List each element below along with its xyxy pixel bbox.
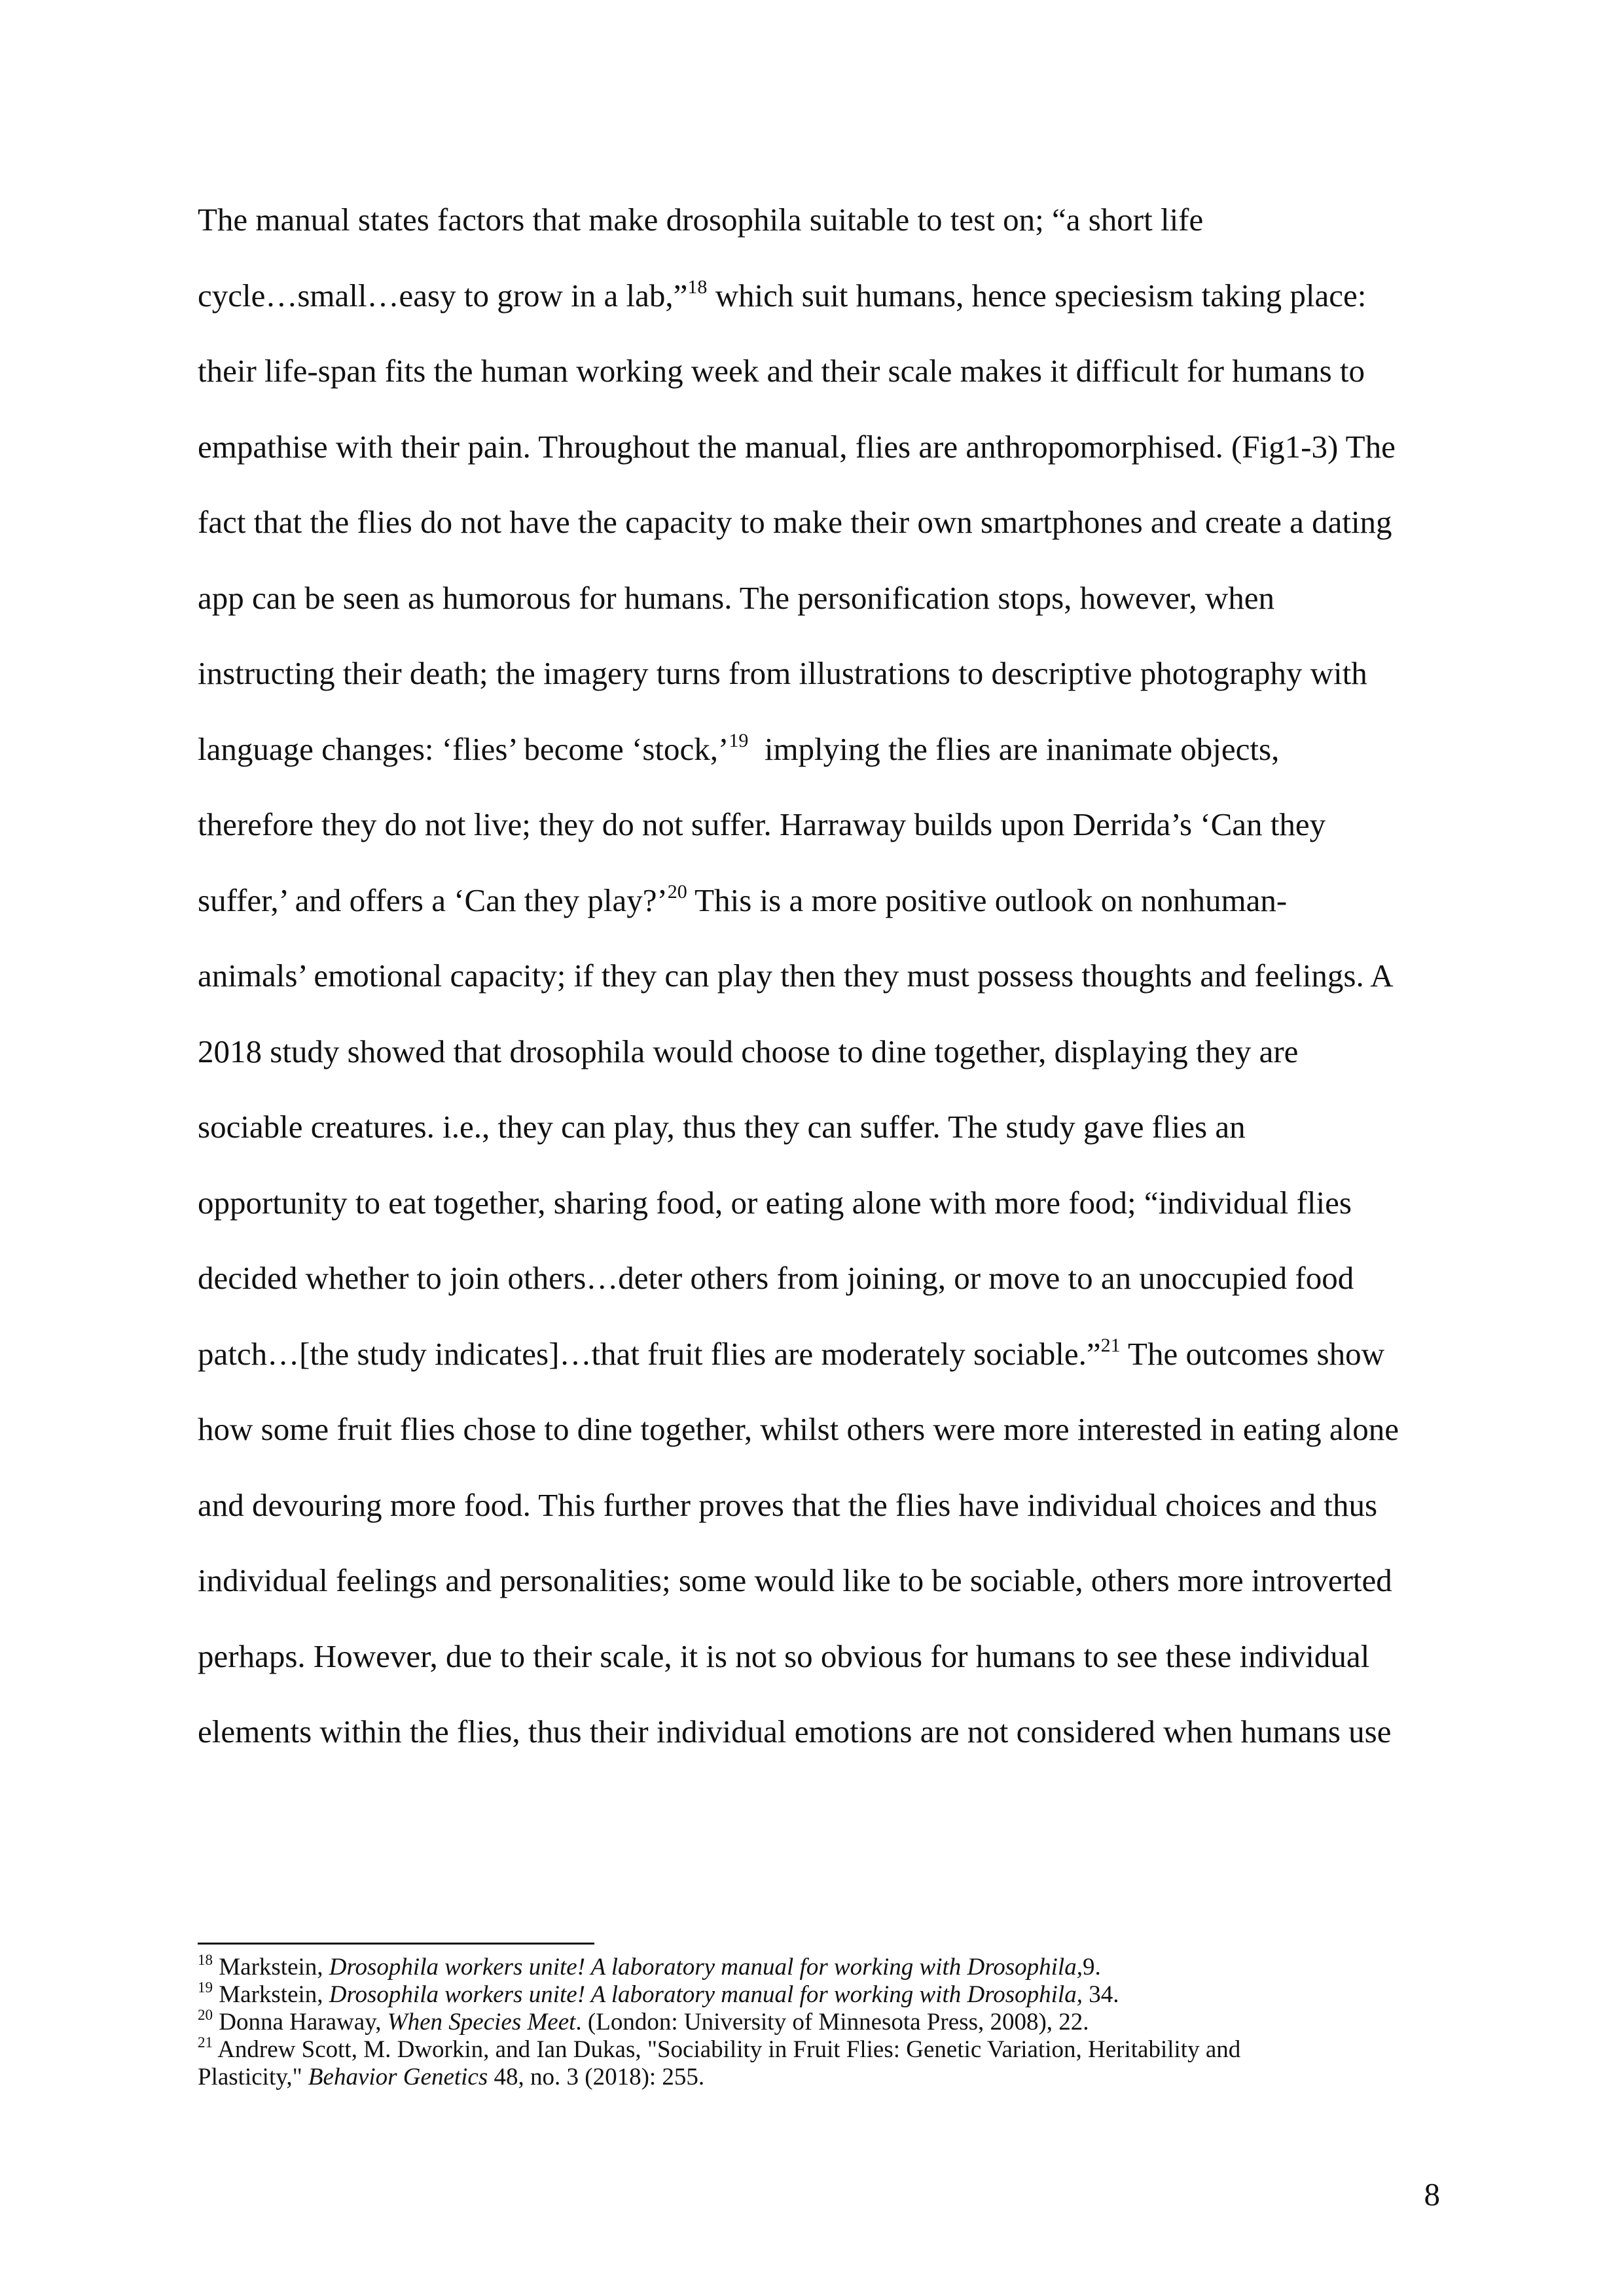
footnote-18: $^{18}$ Markstein, Drosophila workers unite! A laboratory manual for working with Drosophila,9.: [198, 1952, 1101, 1981]
body-line: how some fruit flies chose to dine together, whilst others were more interested in eating alone: [198, 1411, 1399, 1447]
body-line: decided whether to join others…deter others from joining, or move to an unoccupied food: [198, 1260, 1354, 1296]
body-line: and devouring more food. This further proves that the flies have individual choices and thus: [198, 1486, 1378, 1523]
body-line: suffer,’ and offers a ‘Can they play?’$^{20}$ This is a more positive outlook on nonhuman-: [198, 880, 1288, 918]
page-number: 8: [1424, 2176, 1440, 2212]
body-line: individual feelings and personalities; some would like to be sociable, others more introverted: [198, 1562, 1392, 1598]
footnote-ref-19[interactable]: 19: [729, 729, 749, 751]
footnote-ref-21[interactable]: 21: [1100, 1334, 1121, 1356]
body-line: perhaps. However, due to their scale, it is not so obvious for humans to see these individual: [198, 1638, 1370, 1674]
body-line: cycle…small…easy to grow in a lab,”$^{18}$ which suit humans, hence speciesism taking place:: [198, 276, 1367, 314]
footnote-ref-18[interactable]: 18: [687, 276, 708, 298]
body-line: fact that the flies do not have the capacity to make their own smartphones and create a dating: [198, 504, 1392, 540]
footnote-21-continuation: Plasticity," Behavior Genetics 48, no. 3 (2018): 255.: [198, 2064, 705, 2090]
footnote-19: $^{19}$ Markstein, Drosophila workers unite! A laboratory manual for working with Drosophila, 34.: [198, 1979, 1119, 2008]
body-line: sociable creatures. i.e., they can play, thus they can suffer. The study gave flies an: [198, 1109, 1246, 1145]
footnote-ref-20[interactable]: 20: [667, 880, 687, 903]
body-line: therefore they do not live; they do not suffer. Harraway builds upon Derrida’s ‘Can they: [198, 806, 1326, 842]
body-line: empathise with their pain. Throughout the manual, flies are anthropomorphised. (Fig1-3) The: [198, 428, 1396, 465]
footnote-20: $^{20}$ Donna Haraway, When Species Meet. (London: University of Minnesota Press, 2008), 22.: [198, 2007, 1089, 2036]
body-line: app can be seen as humorous for humans. The personification stops, however, when: [198, 579, 1275, 616]
body-line: instructing their death; the imagery turns from illustrations to descriptive photography with: [198, 655, 1367, 691]
footnote-separator: [198, 1943, 594, 1945]
body-line: 2018 study showed that drosophila would choose to dine together, displaying they are: [198, 1033, 1299, 1069]
body-line: language changes: ‘flies’ become ‘stock,’$^{19}$ implying the flies are inanimate objects,: [198, 729, 1280, 767]
body-line: animals’ emotional capacity; if they can play then they must possess thoughts and feelings. A: [198, 958, 1394, 994]
body-paragraph: [198, 182, 1435, 1770]
footnotes: [198, 1954, 1441, 2091]
body-line: opportunity to eat together, sharing food, or eating alone with more food; “individual flies: [198, 1184, 1352, 1221]
footnote-21: $^{21}$ Andrew Scott, M. Dworkin, and Ian Dukas, "Sociability in Fruit Flies: Genetic Variation, Heritability and: [198, 2034, 1241, 2063]
body-line: elements within the flies, thus their individual emotions are not considered when humans use: [198, 1713, 1392, 1749]
body-line: patch…[the study indicates]…that fruit flies are moderately sociable.”$^{21}$ The outcomes show: [198, 1334, 1384, 1372]
body-line: The manual states factors that make drosophila suitable to test on; “a short life: [198, 202, 1204, 238]
body-line: their life-span fits the human working week and their scale makes it difficult for humans to: [198, 353, 1365, 389]
